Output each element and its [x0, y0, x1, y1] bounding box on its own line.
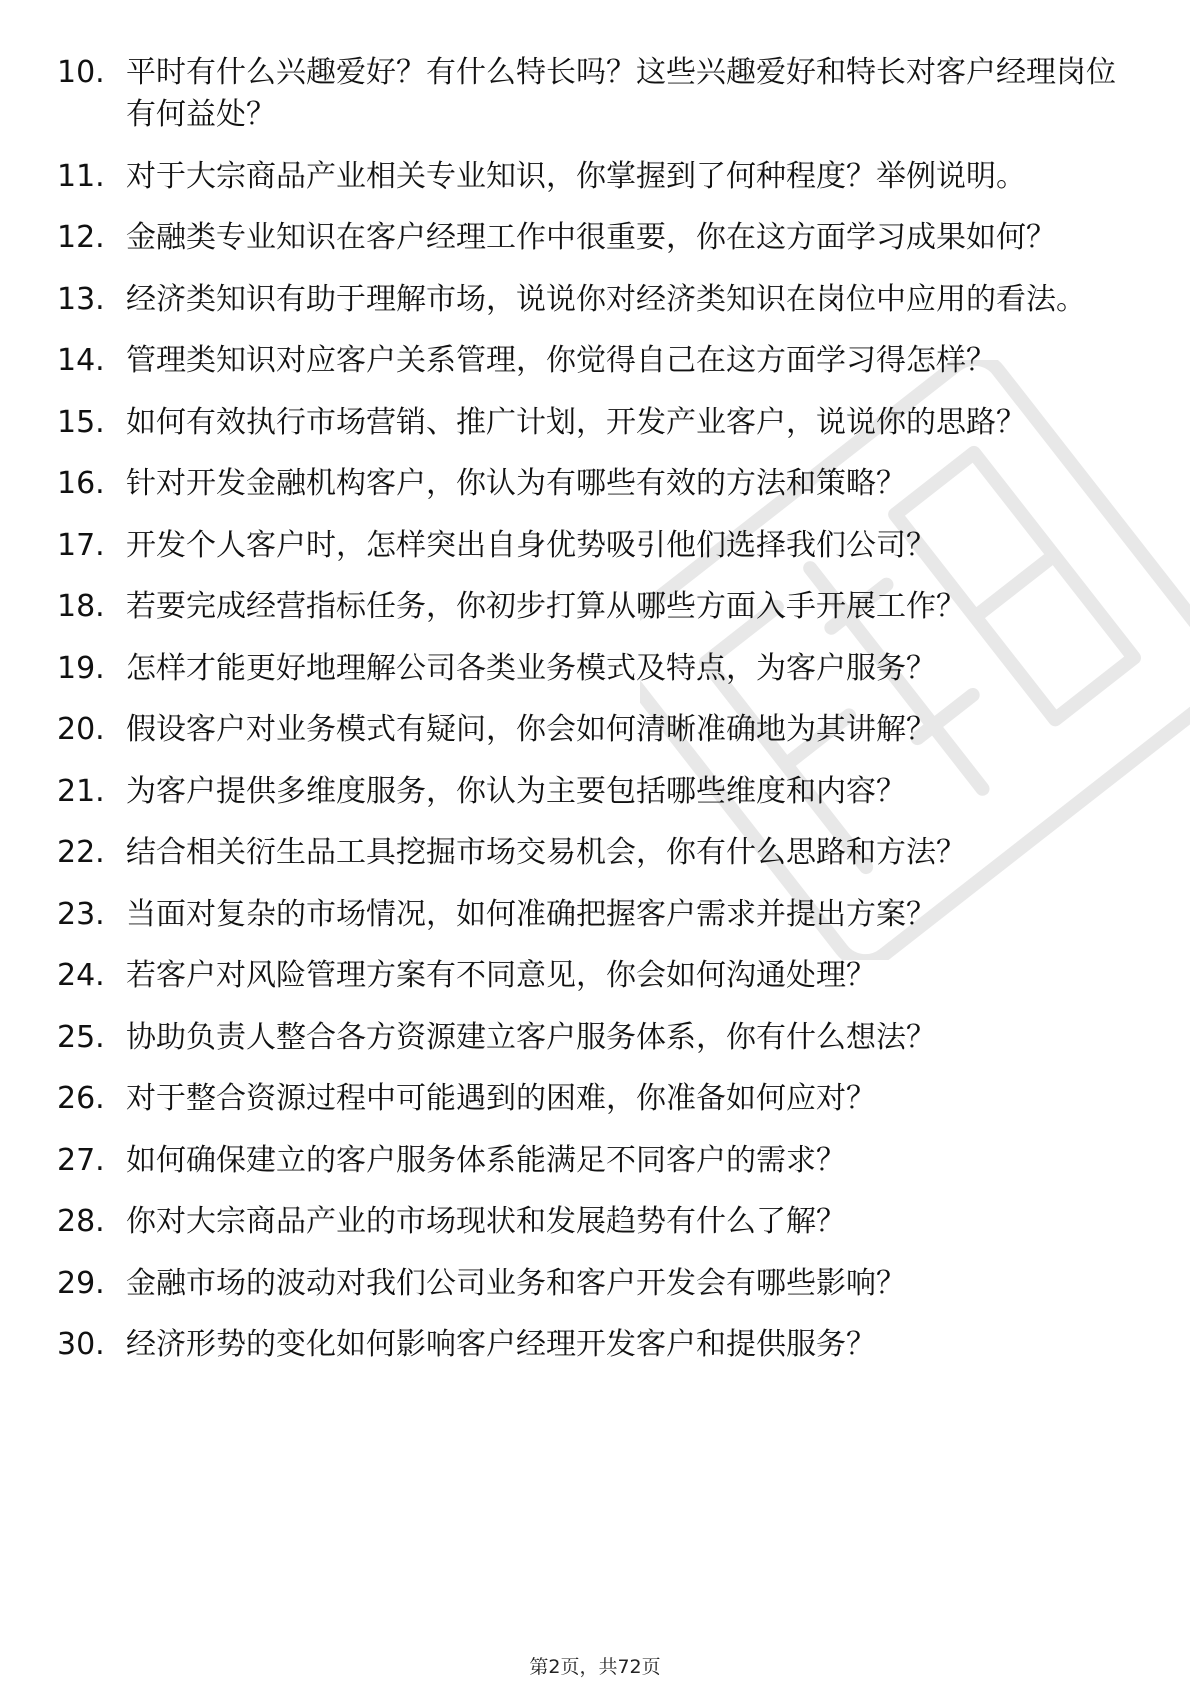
- question-number: 15.: [57, 404, 105, 440]
- question-number: 14.: [57, 343, 105, 378]
- question-text: 如何有效执行市场营销、推广计划，开发产业客户，说说你的思路？: [126, 404, 1026, 440]
- question-text: 为客户提供多维度服务，你认为主要包括哪些维度和内容？: [126, 773, 906, 809]
- question-text: 如何确保建立的客户服务体系能满足不同客户的需求？: [126, 1142, 846, 1178]
- question-item: [57, 156, 1127, 198]
- question-text: 管理类知识对应客户关系管理，你觉得自己在这方面学习得怎样？: [126, 343, 996, 378]
- question-number: 25.: [57, 1019, 105, 1055]
- question-text: 假设客户对业务模式有疑问，你会如何清晰准确地为其讲解？: [126, 712, 936, 747]
- question-text: 结合相关衍生品工具挖掘市场交易机会，你有什么思路和方法？: [126, 835, 966, 870]
- question-text: 对于大宗商品产业相关专业知识，你掌握到了何种程度？举例说明。: [126, 158, 1026, 194]
- question-item: [57, 586, 1127, 628]
- question-item: [57, 771, 1127, 813]
- question-number: 22.: [57, 835, 105, 870]
- page-number-label: 第2页，共72页: [529, 1656, 661, 1678]
- question-item: [57, 279, 1127, 321]
- page-footer: [0, 1655, 1190, 1679]
- question-number: 26.: [57, 1081, 105, 1116]
- question-number: 28.: [57, 1204, 105, 1239]
- question-number: 29.: [57, 1265, 105, 1301]
- question-item: [57, 340, 1127, 382]
- question-number: 21.: [57, 773, 105, 809]
- question-text: 对于整合资源过程中可能遇到的困难，你准备如何应对？: [126, 1081, 876, 1116]
- question-text: 怎样才能更好地理解公司各类业务模式及特点，为客户服务？: [126, 650, 936, 686]
- question-text: 经济形势的变化如何影响客户经理开发客户和提供服务？: [126, 1327, 876, 1362]
- question-number: 17.: [57, 527, 105, 563]
- question-number: 16.: [57, 466, 105, 501]
- question-text: 当面对复杂的市场情况，如何准确把握客户需求并提出方案？: [126, 896, 936, 932]
- question-list: [57, 52, 1127, 1386]
- question-number: 11.: [57, 158, 105, 194]
- question-item: [57, 402, 1127, 444]
- question-item: [57, 463, 1127, 505]
- question-item: [57, 1201, 1127, 1243]
- question-number: 24.: [57, 958, 105, 993]
- question-item: [57, 832, 1127, 874]
- question-item: [57, 709, 1127, 751]
- question-item: [57, 648, 1127, 690]
- question-item: [57, 1078, 1127, 1120]
- question-number: 23.: [57, 896, 105, 932]
- question-item: [57, 1140, 1127, 1182]
- question-item: [57, 1263, 1127, 1305]
- question-item: [57, 1324, 1127, 1366]
- question-item: [57, 217, 1127, 259]
- question-number: 20.: [57, 712, 105, 747]
- question-item: [57, 894, 1127, 936]
- question-number: 12.: [57, 220, 105, 255]
- question-text: 开发个人客户时，怎样突出自身优势吸引他们选择我们公司？: [126, 527, 936, 563]
- question-number: 13.: [57, 281, 105, 317]
- question-item: [57, 52, 1127, 136]
- question-text: 你对大宗商品产业的市场现状和发展趋势有什么了解？: [126, 1204, 846, 1239]
- question-number: 10.: [57, 55, 105, 90]
- question-text: 针对开发金融机构客户，你认为有哪些有效的方法和策略？: [126, 466, 906, 501]
- question-number: 19.: [57, 650, 105, 686]
- question-item: [57, 1017, 1127, 1059]
- question-number: 18.: [57, 589, 105, 624]
- question-item: [57, 525, 1127, 567]
- question-number: 27.: [57, 1142, 105, 1178]
- question-text: 若要完成经营指标任务，你初步打算从哪些方面入手开展工作？: [126, 589, 966, 624]
- question-text: 经济类知识有助于理解市场，说说你对经济类知识在岗位中应用的看法。: [126, 281, 1086, 317]
- question-text: 平时有什么兴趣爱好？有什么特长吗？这些兴趣爱好和特长对客户经理岗位有何益处？: [126, 55, 1116, 132]
- question-text: 协助负责人整合各方资源建立客户服务体系，你有什么想法？: [126, 1019, 936, 1055]
- question-text: 若客户对风险管理方案有不同意见，你会如何沟通处理？: [126, 958, 876, 993]
- question-text: 金融类专业知识在客户经理工作中很重要，你在这方面学习成果如何？: [126, 220, 1056, 255]
- question-text: 金融市场的波动对我们公司业务和客户开发会有哪些影响？: [126, 1265, 906, 1301]
- question-number: 30.: [57, 1327, 105, 1362]
- question-item: [57, 955, 1127, 997]
